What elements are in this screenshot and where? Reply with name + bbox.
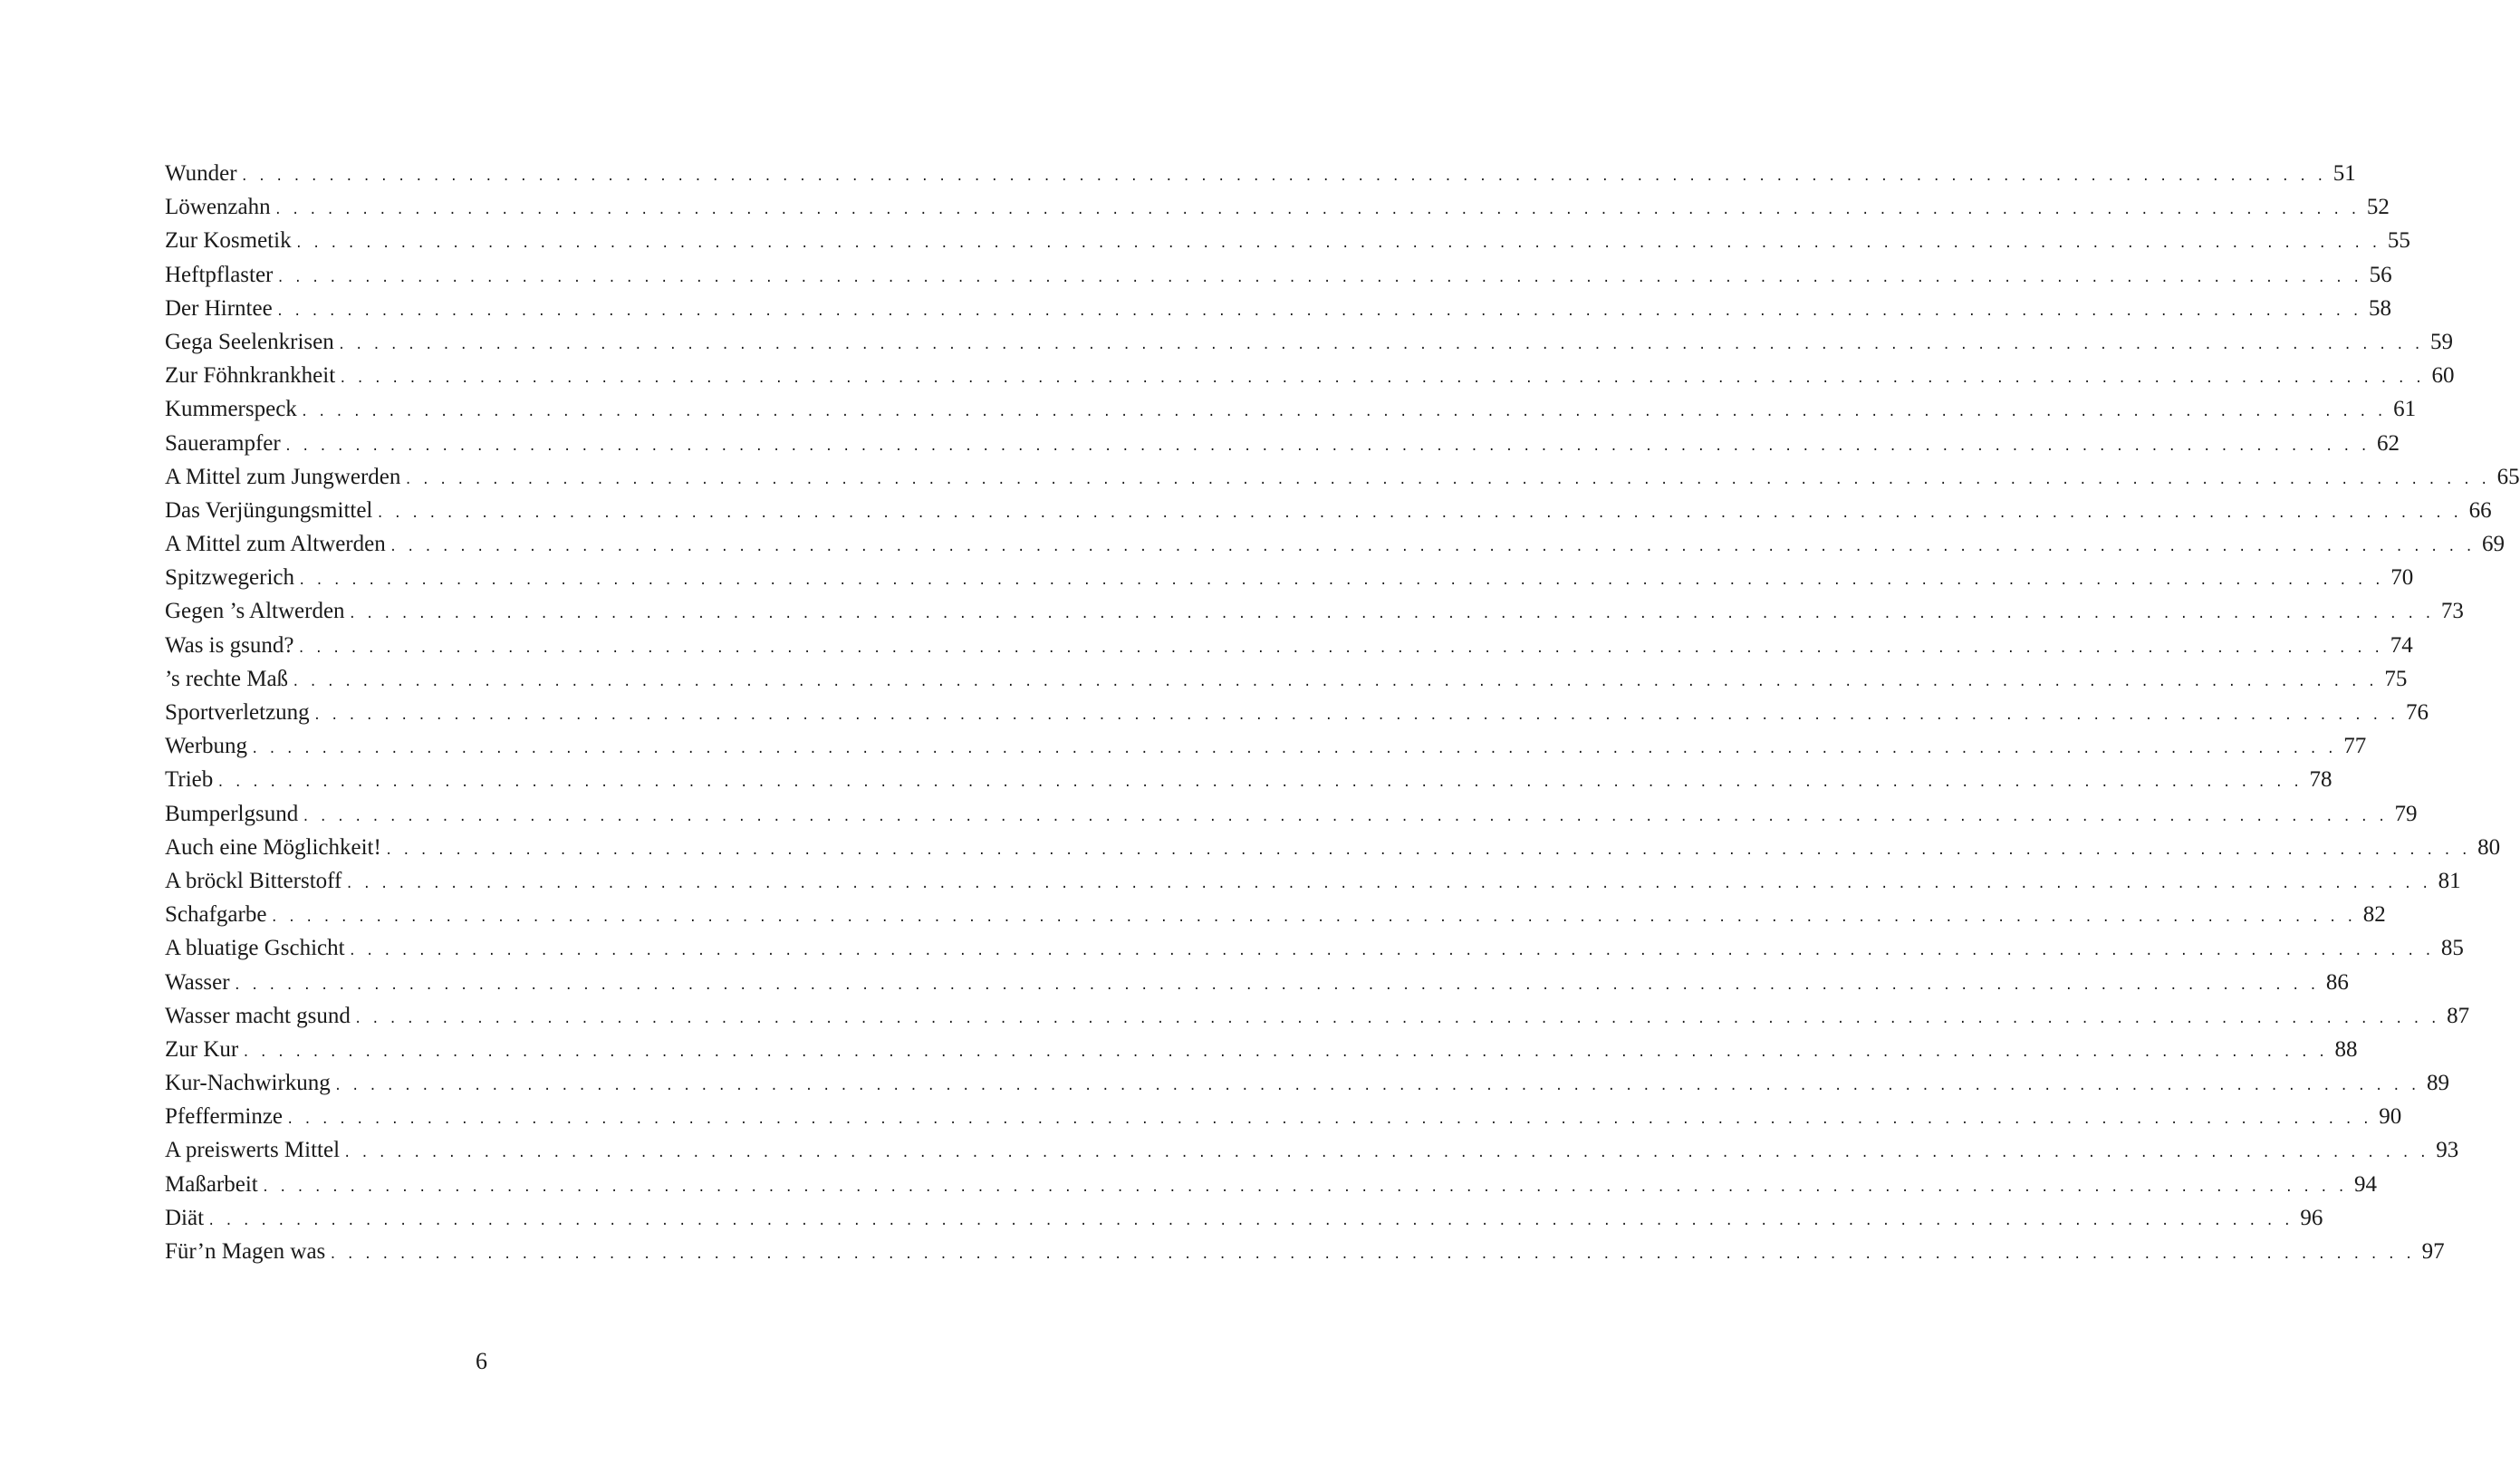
toc-dot-leader: . . . . . . . . . . . . . . . . . . . . . . . . . . . . . . . . . . . . . . . . . . . . . . . . . . . . . . . . . . . . . . . . . . . . . . . . . . . . . . . . . . . . . . . . . . . . . . . . . . . . . . . . . . . . . . . . . . . . . . . . [389, 540, 2474, 555]
toc-entry-title: Spitzwegerich [165, 565, 295, 591]
toc-entry [165, 966, 2349, 999]
toc-entry-page: 79 [2394, 801, 2418, 826]
toc-entry-title: A bröckl Bitterstoff [165, 868, 342, 893]
toc-dot-leader: . . . . . . . . . . . . . . . . . . . . . . . . . . . . . . . . . . . . . . . . . . . . . . . . . . . . . . . . . . . . . . . . . . . . . . . . . . . . . . . . . . . . . . . . . . . . . . . . . . . . . . . . . . . . . . . . . . . . . . . . [384, 842, 2470, 858]
toc-entry-page: 93 [2436, 1138, 2459, 1163]
toc-entry-page: 87 [2447, 1003, 2470, 1028]
toc-entry-title: Gega Seelenkrisen [165, 329, 334, 354]
toc-dot-leader: . . . . . . . . . . . . . . . . . . . . . . . . . . . . . . . . . . . . . . . . . . . . . . . . . . . . . . . . . . . . . . . . . . . . . . . . . . . . . . . . . . . . . . . . . . . . . . . . . . . . . . . . . . . . . . . . . . . . . . . . [339, 371, 2424, 387]
page-number: 6 [476, 1348, 487, 1374]
toc-entry [165, 729, 2367, 763]
toc-entry [165, 494, 2492, 527]
toc-entry-title: Bumperlgsund [165, 801, 299, 826]
toc-dot-leader: . . . . . . . . . . . . . . . . . . . . . . . . . . . . . . . . . . . . . . . . . . . . . . . . . . . . . . . . . . . . . . . . . . . . . . . . . . . . . . . . . . . . . . . . . . . . . . . . . . . . . . . . . . . . . . . . . . . . . . . . [348, 944, 2433, 959]
toc-dot-leader: . . . . . . . . . . . . . . . . . . . . . . . . . . . . . . . . . . . . . . . . . . . . . . . . . . . . . . . . . . . . . . . . . . . . . . . . . . . . . . . . . . . . . . . . . . . . . . . . . . . . . . . . . . . . . . . . . . . . . . . . [343, 1146, 2429, 1161]
toc-dot-leader: . . . . . . . . . . . . . . . . . . . . . . . . . . . . . . . . . . . . . . . . . . . . . . . . . . . . . . . . . . . . . . . . . . . . . . . . . . . . . . . . . . . . . . . . . . . . . . . . . . . . . . . . . . . . . . . . . . . . . . . . [376, 505, 2461, 521]
toc-entry-title: Was is gsund? [165, 632, 294, 658]
toc-entry-title: Pfefferminze [165, 1104, 284, 1130]
toc-entry [165, 1168, 2377, 1201]
toc-dot-leader: . . . . . . . . . . . . . . . . . . . . . . . . . . . . . . . . . . . . . . . . . . . . . . . . . . . . . . . . . . . . . . . . . . . . . . . . . . . . . . . . . . . . . . . . . . . . . . . . . . . . . . . . . . . . . . . . . . . . . . . . [276, 270, 2361, 285]
toc-entry-page: 65 [2496, 464, 2520, 489]
toc-dot-leader: . . . . . . . . . . . . . . . . . . . . . . . . . . . . . . . . . . . . . . . . . . . . . . . . . . . . . . . . . . . . . . . . . . . . . . . . . . . . . . . . . . . . . . . . . . . . . . . . . . . . . . . . . . . . . . . . . . . . . . . . [242, 1044, 2327, 1060]
toc-entry-title: Kur-Nachwirkung [165, 1071, 331, 1096]
toc-entry-title: Diät [165, 1205, 205, 1230]
toc-entry-title: Der Hirntee [165, 295, 273, 321]
toc-entry-title: A Mittel zum Altwerden [165, 532, 386, 557]
toc-entry-page: 88 [2334, 1036, 2358, 1062]
toc-entry [165, 1201, 2323, 1235]
toc-entry-title: Zur Föhnkrankheit [165, 363, 336, 389]
toc-entry-page: 78 [2309, 767, 2332, 793]
toc-entry-page: 51 [2332, 161, 2356, 186]
toc-dot-leader: . . . . . . . . . . . . . . . . . . . . . . . . . . . . . . . . . . . . . . . . . . . . . . . . . . . . . . . . . . . . . . . . . . . . . . . . . . . . . . . . . . . . . . . . . . . . . . . . . . . . . . . . . . . . . . . . . . . . . . . . [297, 640, 2382, 656]
toc-entry-page: 52 [2366, 195, 2390, 220]
toc-entry-title: Zur Kosmetik [165, 228, 292, 254]
toc-entry-title: Sauerampfer [165, 430, 281, 456]
toc-entry-title: Wunder [165, 161, 237, 186]
toc-dot-leader: . . . . . . . . . . . . . . . . . . . . . . . . . . . . . . . . . . . . . . . . . . . . . . . . . . . . . . . . . . . . . . . . . . . . . . . . . . . . . . . . . . . . . . . . . . . . . . . . . . . . . . . . . . . . . . . . . . . . . . . . [329, 1247, 2414, 1262]
toc-entry [165, 392, 2417, 426]
toc-entry [165, 157, 2356, 190]
toc-entry [165, 594, 2464, 628]
toc-entry [165, 629, 2413, 662]
toc-entry-page: 86 [2325, 969, 2349, 995]
toc-entry [165, 662, 2408, 696]
toc-entry-title: Kummerspeck [165, 397, 297, 422]
toc-entry-page: 70 [2390, 565, 2414, 591]
toc-entry [165, 931, 2464, 965]
toc-dot-leader: . . . . . . . . . . . . . . . . . . . . . . . . . . . . . . . . . . . . . . . . . . . . . . . . . . . . . . . . . . . . . . . . . . . . . . . . . . . . . . . . . . . . . . . . . . . . . . . . . . . . . . . . . . . . . . . . . . . . . . . . [233, 977, 2318, 993]
toc-dot-leader: . . . . . . . . . . . . . . . . . . . . . . . . . . . . . . . . . . . . . . . . . . . . . . . . . . . . . . . . . . . . . . . . . . . . . . . . . . . . . . . . . . . . . . . . . . . . . . . . . . . . . . . . . . . . . . . . . . . . . . . . [300, 405, 2386, 420]
toc-dot-leader: . . . . . . . . . . . . . . . . . . . . . . . . . . . . . . . . . . . . . . . . . . . . . . . . . . . . . . . . . . . . . . . . . . . . . . . . . . . . . . . . . . . . . . . . . . . . . . . . . . . . . . . . . . . . . . . . . . . . . . . . [284, 438, 2369, 454]
toc-entry-page: 90 [2379, 1104, 2402, 1130]
toc-entry-page: 75 [2384, 666, 2408, 691]
toc-entry-title: Gegen ’s Altwerden [165, 599, 345, 624]
toc-entry [165, 898, 2386, 931]
toc-dot-leader: . . . . . . . . . . . . . . . . . . . . . . . . . . . . . . . . . . . . . . . . . . . . . . . . . . . . . . . . . . . . . . . . . . . . . . . . . . . . . . . . . . . . . . . . . . . . . . . . . . . . . . . . . . . . . . . . . . . . . . . . [274, 203, 2359, 218]
toc-entry [165, 258, 2392, 292]
toc-entry-page: 58 [2368, 295, 2391, 321]
toc-entry-title: A bluatige Gschicht [165, 936, 345, 961]
toc-entry [165, 797, 2418, 831]
toc-dot-leader: . . . . . . . . . . . . . . . . . . . . . . . . . . . . . . . . . . . . . . . . . . . . . . . . . . . . . . . . . . . . . . . . . . . . . . . . . . . . . . . . . . . . . . . . . . . . . . . . . . . . . . . . . . . . . . . . . . . . . . . . [240, 169, 2325, 184]
toc-entry [165, 292, 2391, 325]
toc-entry [165, 1033, 2358, 1066]
toc-entry-page: 89 [2427, 1071, 2450, 1096]
toc-entry-title: Maßarbeit [165, 1171, 258, 1197]
toc-dot-leader: . . . . . . . . . . . . . . . . . . . . . . . . . . . . . . . . . . . . . . . . . . . . . . . . . . . . . . . . . . . . . . . . . . . . . . . . . . . . . . . . . . . . . . . . . . . . . . . . . . . . . . . . . . . . . . . . . . . . . . . . [337, 337, 2422, 352]
toc-entry-title: Löwenzahn [165, 195, 271, 220]
toc-entry [165, 561, 2414, 594]
toc-entry-title: Werbung [165, 734, 248, 759]
toc-entry [165, 1133, 2459, 1167]
toc-entry-page: 81 [2438, 868, 2461, 893]
toc-entry [165, 1066, 2450, 1100]
toc-entry-page: 85 [2440, 936, 2464, 961]
toc-entry [165, 696, 2429, 729]
toc-entry [165, 359, 2455, 392]
toc-entry-page: 55 [2387, 228, 2410, 254]
toc-entry [165, 1235, 2445, 1268]
toc-dot-leader: . . . . . . . . . . . . . . . . . . . . . . . . . . . . . . . . . . . . . . . . . . . . . . . . . . . . . . . . . . . . . . . . . . . . . . . . . . . . . . . . . . . . . . . . . . . . . . . . . . . . . . . . . . . . . . . . . . . . . . . . [302, 809, 2387, 824]
toc-dot-leader: . . . . . . . . . . . . . . . . . . . . . . . . . . . . . . . . . . . . . . . . . . . . . . . . . . . . . . . . . . . . . . . . . . . . . . . . . . . . . . . . . . . . . . . . . . . . . . . . . . . . . . . . . . . . . . . . . . . . . . . . [313, 708, 2398, 723]
toc-entry [165, 427, 2400, 460]
toc-dot-leader: . . . . . . . . . . . . . . . . . . . . . . . . . . . . . . . . . . . . . . . . . . . . . . . . . . . . . . . . . . . . . . . . . . . . . . . . . . . . . . . . . . . . . . . . . . . . . . . . . . . . . . . . . . . . . . . . . . . . . . . . [216, 775, 2302, 791]
toc-entry-title: Sportverletzung [165, 700, 310, 725]
toc-entry-title: Heftpflaster [165, 262, 274, 287]
toc-entry [165, 1100, 2402, 1133]
toc-entry [165, 831, 2501, 864]
toc-entry-title: Für’n Magen was [165, 1239, 326, 1264]
toc-entry-title: Wasser macht gsund [165, 1003, 351, 1028]
toc-entry [165, 763, 2332, 796]
toc-entry-title: Auch eine Möglichkeit! [165, 834, 381, 860]
toc-entry [165, 460, 2520, 494]
toc-entry-title: Wasser [165, 969, 230, 995]
toc-dot-leader: . . . . . . . . . . . . . . . . . . . . . . . . . . . . . . . . . . . . . . . . . . . . . . . . . . . . . . . . . . . . . . . . . . . . . . . . . . . . . . . . . . . . . . . . . . . . . . . . . . . . . . . . . . . . . . . . . . . . . . . . [286, 1112, 2371, 1128]
toc-entry [165, 527, 2505, 561]
toc-dot-leader: . . . . . . . . . . . . . . . . . . . . . . . . . . . . . . . . . . . . . . . . . . . . . . . . . . . . . . . . . . . . . . . . . . . . . . . . . . . . . . . . . . . . . . . . . . . . . . . . . . . . . . . . . . . . . . . . . . . . . . . . [292, 674, 2377, 689]
toc-entry-page: 59 [2430, 329, 2453, 354]
toc-entry-title: Trieb [165, 767, 214, 793]
toc-entry [165, 224, 2410, 257]
toc-entry-page: 77 [2343, 734, 2367, 759]
toc-entry-page: 62 [2376, 430, 2400, 456]
toc-entry-title: A Mittel zum Jungwerden [165, 464, 401, 489]
toc-entry-title: ’s rechte Maß [165, 666, 289, 691]
toc-entry-title: A preiswerts Mittel [165, 1138, 341, 1163]
toc-entry-page: 60 [2431, 363, 2455, 389]
toc-dot-leader: . . . . . . . . . . . . . . . . . . . . . . . . . . . . . . . . . . . . . . . . . . . . . . . . . . . . . . . . . . . . . . . . . . . . . . . . . . . . . . . . . . . . . . . . . . . . . . . . . . . . . . . . . . . . . . . . . . . . . . . . [404, 472, 2489, 487]
toc-entry-page: 97 [2421, 1239, 2445, 1264]
toc-dot-leader: . . . . . . . . . . . . . . . . . . . . . . . . . . . . . . . . . . . . . . . . . . . . . . . . . . . . . . . . . . . . . . . . . . . . . . . . . . . . . . . . . . . . . . . . . . . . . . . . . . . . . . . . . . . . . . . . . . . . . . . . [345, 876, 2430, 891]
toc-entry-page: 82 [2362, 902, 2386, 928]
toc-entry-page: 94 [2354, 1171, 2377, 1197]
toc-entry-title: Schafgarbe [165, 902, 267, 928]
toc-dot-leader: . . . . . . . . . . . . . . . . . . . . . . . . . . . . . . . . . . . . . . . . . . . . . . . . . . . . . . . . . . . . . . . . . . . . . . . . . . . . . . . . . . . . . . . . . . . . . . . . . . . . . . . . . . . . . . . . . . . . . . . . [275, 303, 2361, 319]
toc-entry [165, 999, 2470, 1033]
toc-entry-page: 80 [2477, 834, 2501, 860]
toc-entry [165, 864, 2461, 898]
toc-dot-leader: . . . . . . . . . . . . . . . . . . . . . . . . . . . . . . . . . . . . . . . . . . . . . . . . . . . . . . . . . . . . . . . . . . . . . . . . . . . . . . . . . . . . . . . . . . . . . . . . . . . . . . . . . . . . . . . . . . . . . . . . [348, 607, 2433, 622]
toc-entry-page: 61 [2393, 397, 2417, 422]
toc-entry-page: 69 [2481, 532, 2505, 557]
toc-entry-page: 76 [2405, 700, 2429, 725]
toc-dot-leader: . . . . . . . . . . . . . . . . . . . . . . . . . . . . . . . . . . . . . . . . . . . . . . . . . . . . . . . . . . . . . . . . . . . . . . . . . . . . . . . . . . . . . . . . . . . . . . . . . . . . . . . . . . . . . . . . . . . . . . . . [294, 236, 2380, 252]
table-of-contents [165, 157, 2520, 1268]
toc-entry-title: Zur Kur [165, 1036, 239, 1062]
toc-entry-page: 96 [2300, 1205, 2323, 1230]
toc-dot-leader: . . . . . . . . . . . . . . . . . . . . . . . . . . . . . . . . . . . . . . . . . . . . . . . . . . . . . . . . . . . . . . . . . . . . . . . . . . . . . . . . . . . . . . . . . . . . . . . . . . . . . . . . . . . . . . . . . . . . . . . . [251, 742, 2336, 757]
toc-entry-page: 74 [2390, 632, 2413, 658]
toc-entry-page: 66 [2468, 497, 2492, 523]
toc-dot-leader: . . . . . . . . . . . . . . . . . . . . . . . . . . . . . . . . . . . . . . . . . . . . . . . . . . . . . . . . . . . . . . . . . . . . . . . . . . . . . . . . . . . . . . . . . . . . . . . . . . . . . . . . . . . . . . . . . . . . . . . . [333, 1079, 2419, 1094]
toc-dot-leader: . . . . . . . . . . . . . . . . . . . . . . . . . . . . . . . . . . . . . . . . . . . . . . . . . . . . . . . . . . . . . . . . . . . . . . . . . . . . . . . . . . . . . . . . . . . . . . . . . . . . . . . . . . . . . . . . . . . . . . . . [207, 1213, 2293, 1228]
toc-entry [165, 190, 2390, 224]
toc-entry-title: Das Verjüngungsmittel [165, 497, 373, 523]
toc-dot-leader: . . . . . . . . . . . . . . . . . . . . . . . . . . . . . . . . . . . . . . . . . . . . . . . . . . . . . . . . . . . . . . . . . . . . . . . . . . . . . . . . . . . . . . . . . . . . . . . . . . . . . . . . . . . . . . . . . . . . . . . . [353, 1011, 2439, 1026]
toc-dot-leader: . . . . . . . . . . . . . . . . . . . . . . . . . . . . . . . . . . . . . . . . . . . . . . . . . . . . . . . . . . . . . . . . . . . . . . . . . . . . . . . . . . . . . . . . . . . . . . . . . . . . . . . . . . . . . . . . . . . . . . . . [270, 910, 2355, 926]
toc-dot-leader: . . . . . . . . . . . . . . . . . . . . . . . . . . . . . . . . . . . . . . . . . . . . . . . . . . . . . . . . . . . . . . . . . . . . . . . . . . . . . . . . . . . . . . . . . . . . . . . . . . . . . . . . . . . . . . . . . . . . . . . . [261, 1179, 2346, 1195]
toc-entry [165, 325, 2453, 359]
toc-dot-leader: . . . . . . . . . . . . . . . . . . . . . . . . . . . . . . . . . . . . . . . . . . . . . . . . . . . . . . . . . . . . . . . . . . . . . . . . . . . . . . . . . . . . . . . . . . . . . . . . . . . . . . . . . . . . . . . . . . . . . . . . [298, 573, 2383, 589]
toc-entry-page: 73 [2440, 599, 2464, 624]
toc-entry-page: 56 [2369, 262, 2392, 287]
